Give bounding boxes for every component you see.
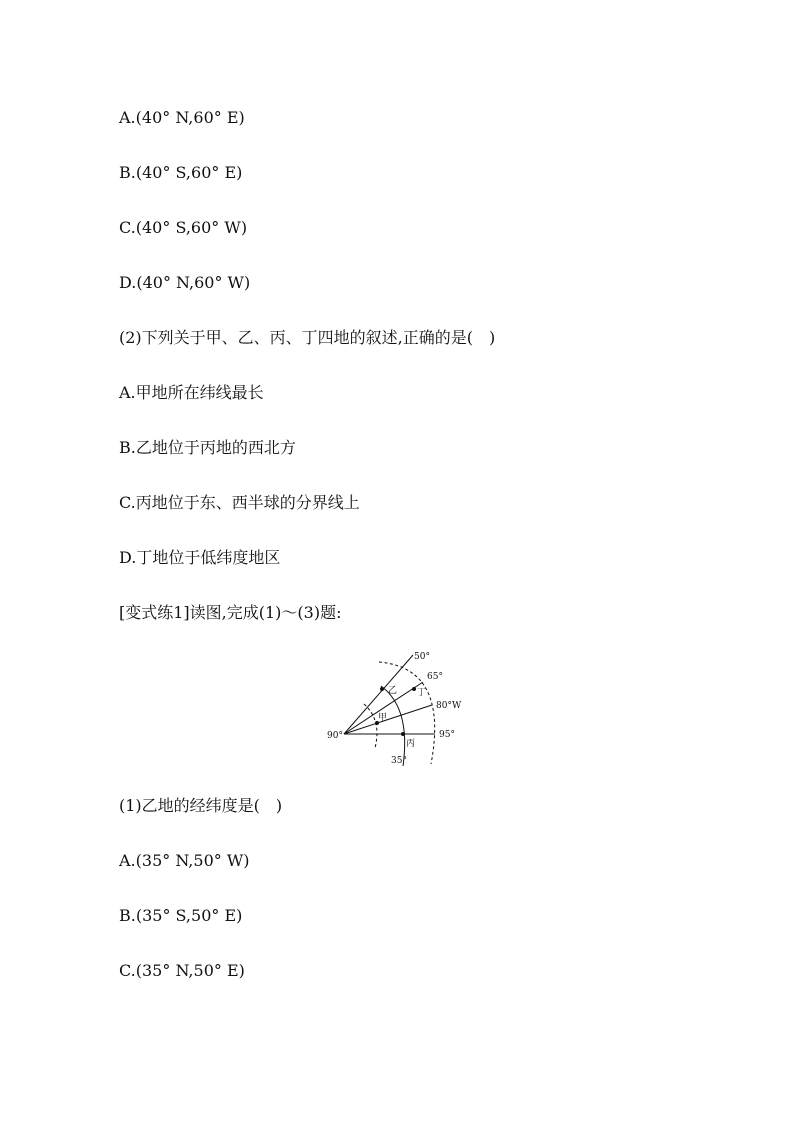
point-ding	[412, 687, 416, 691]
variant-intro: [变式练1]读图,完成(1)～(3)题:	[119, 603, 342, 622]
vq1-option-a: A.(35° N,50° W)	[119, 851, 250, 870]
vq1-stem: (1)乙地的经纬度是( )	[119, 796, 283, 815]
label-lon-50: 50°	[414, 652, 430, 662]
q1-option-b: B.(40° S,60° E)	[119, 163, 243, 182]
label-lon-95: 95°	[439, 730, 455, 740]
label-ding: 丁	[417, 688, 427, 698]
q2-option-a: A.甲地所在纬线最长	[119, 383, 264, 402]
label-bing: 丙	[406, 739, 416, 749]
q2-option-d: D.丁地位于低纬度地区	[119, 548, 281, 567]
label-yi: 乙	[388, 686, 398, 696]
q2-stem: (2)下列关于甲、乙、丙、丁四地的叙述,正确的是( )	[119, 328, 496, 347]
q1-option-c: C.(40° S,60° W)	[119, 218, 248, 237]
polar-grid-figure	[324, 644, 470, 770]
q1-option-d: D.(40° N,60° W)	[119, 273, 251, 292]
vq1-option-b: B.(35° S,50° E)	[119, 906, 243, 925]
q2-option-b: B.乙地位于丙地的西北方	[119, 438, 296, 457]
point-yi	[380, 687, 384, 691]
inner-latitude-arc	[364, 704, 377, 748]
label-pole-90: 90°	[327, 731, 343, 741]
vq1-option-c: C.(35° N,50° E)	[119, 961, 245, 980]
label-lon-65: 65°	[427, 672, 443, 682]
point-bing	[401, 732, 405, 736]
label-lon-80w: 80°W	[436, 701, 462, 711]
label-lat-35: 35°	[391, 756, 407, 766]
polar-grid-svg	[324, 644, 470, 770]
q1-option-a: A.(40° N,60° E)	[119, 108, 245, 127]
q2-option-c: C.丙地位于东、西半球的分界线上	[119, 493, 360, 512]
latitude-35-arc	[381, 686, 405, 766]
label-jia: 甲	[378, 713, 388, 723]
